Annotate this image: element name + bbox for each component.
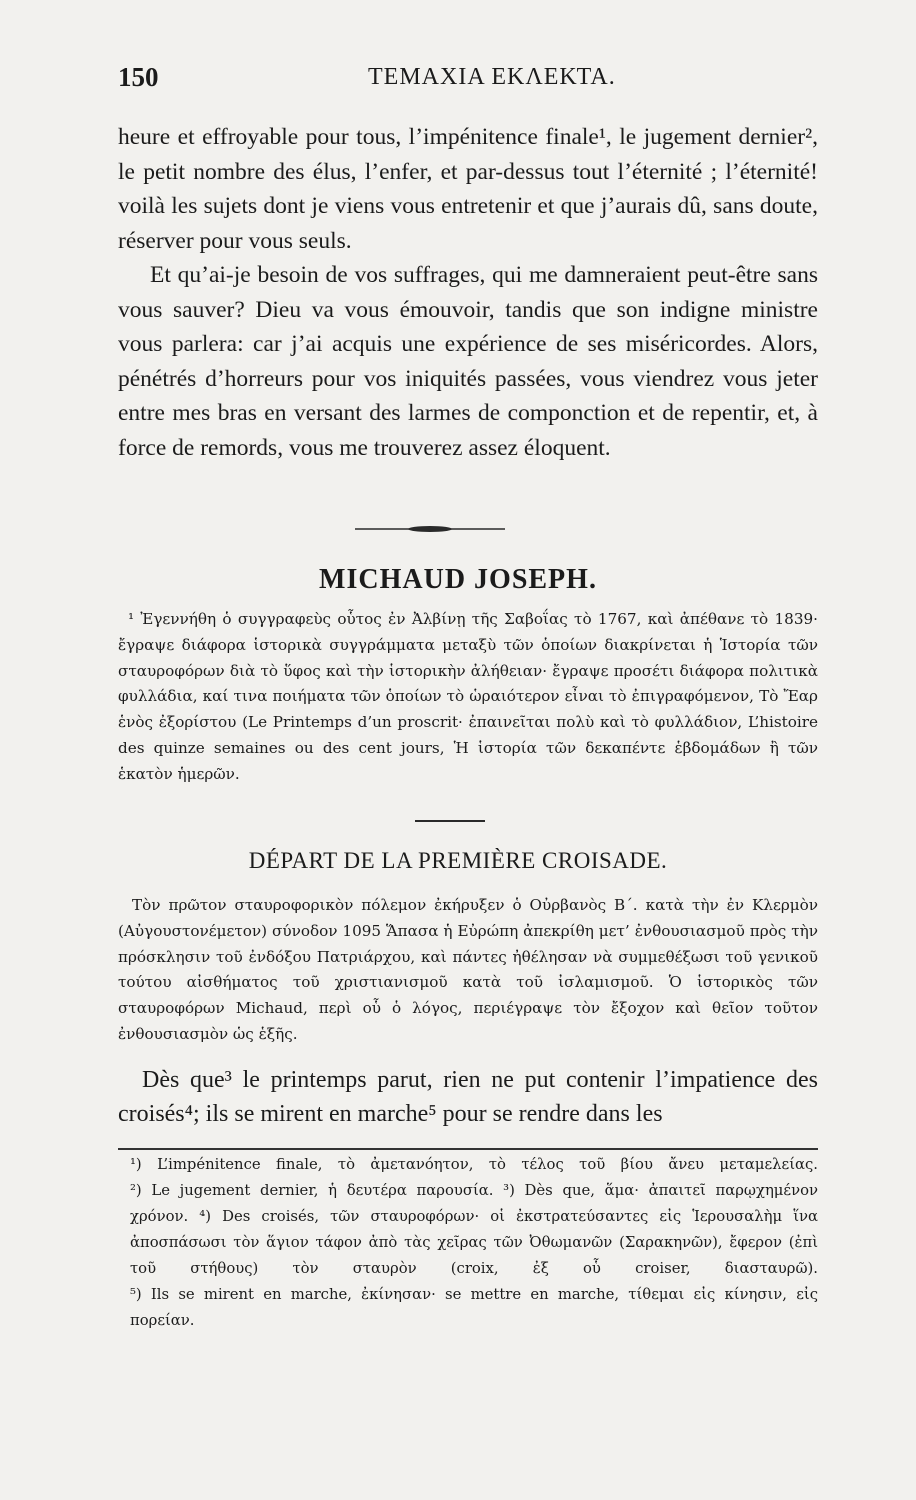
short-divider xyxy=(415,820,485,822)
page-number: 150 xyxy=(118,62,159,92)
body-paragraph-2: Et qu’ai-je besoin de vos suffrages, qui me damneraient peut-être sans vous sauver? Dieu va vous émouvoir, tandis que son indigne ministre vous parlera: car j’ai acquis une expérience de ses miséricordes. Alors, pénétrés d’horreurs pour vos iniquités passées, vous viendrez vous jeter entre mes bras en versant des larmes de componction et de repentir, et, à force de remords, vous me trouverez assez éloquent. xyxy=(118,262,818,461)
author-biography: ¹ Ἐγεννήθη ὁ συγγραφεὺς οὗτος ἐν Ἀλβίνῃ τῆς Σαβοΐας τὸ 1767, καὶ ἀπέθανε τὸ 1839· ἔγραψε διάφορα ἱστορικὰ συγγράμματα μεταξὺ τῶν ὁποίων διακρίνεται ἡ Ἱστορία τῶν σταυροφόρων διὰ τὸ ὕφος καὶ τὴν ἱστορικὴν ἀλήθειαν· ἔγραψε προσέτι διάφορα πολιτικὰ φυλλάδια, καί τινα ποιήματα τῶν ὁποίων τὸ ὡραιότερον εἶναι τὸ ἐπιγραφόμενον, Τὸ Ἔαρ ἑνὸς ἐξορίστου (Le Printemps d’un proscrit· ἐπαινεῖται πολὺ καὶ τὸ φυλλάδιον, L’histoire des quinze semaines ou des cent jours, Ἡ ἱστορία τῶν δεκαπέντε ἑβδομάδων ἢ τῶν ἑκατὸν ἡμερῶν. xyxy=(118,610,818,783)
body-paragraph-1: heure et effroyable pour tous, l’impénitence finale¹, le jugement dernier², le petit nombre des élus, l’enfer, et par-dessus tout l’éternité ; l’éternité! voilà les sujets dont je viens vous entretenir et que j’aurais dû, sans doute, réserver pour vous seuls. xyxy=(118,124,818,254)
footnotes xyxy=(118,1152,818,1334)
body-paragraph-3: Dès que³ le printemps parut, rien ne put contenir l’impatience des croisés⁴; ils se mirent en marche⁵ pour se rendre dans les xyxy=(118,1067,818,1127)
footnote-1: ¹) L’impénitence finale, τὸ ἀμετανόητον, τὸ τέλος τοῦ βίου ἄνευ μεταμελείας. xyxy=(130,1156,818,1173)
page-header xyxy=(118,62,818,102)
section-title-michaud: MICHAUD JOSEPH. xyxy=(319,564,597,595)
ornamental-rule xyxy=(355,525,505,533)
running-head: ΤΕΜΑΧΙΑ ΕΚΛΕΚΤΑ. xyxy=(368,64,616,90)
footnote-5: ⁵) Ils se mirent en marche, ἐκίνησαν· se mettre en marche, τίθεμαι εἰς κίνησιν, εἰς πορείαν. xyxy=(130,1286,818,1329)
section-title-croisade: DÉPART DE LA PREMIÈRE CROISADE. xyxy=(248,848,668,873)
footnote-2-3-4: ²) Le jugement dernier, ἡ δευτέρα παρουσία. ³) Dès que, ἅμα· ἀπαιτεῖ παρῳχημένον χρόνον. ⁴) Des croisés, τῶν σταυροφόρων· οἱ ἐκστρατεύσαντες εἰς Ἱερουσαλὴμ ἵνα ἀποσπάσωσι τὸν ἅγιον τάφον ἀπὸ τὰς χεῖρας τῶν Ὀθωμανῶν (Σαρακηνῶν), ἔφερον (ἐπὶ τοῦ στήθους) τὸν σταυρὸν (croix, ἐξ οὗ croiser, διασταυρῶ). xyxy=(130,1182,818,1277)
footnote-rule xyxy=(118,1148,818,1150)
section-introduction: Τὸν πρῶτον σταυροφορικὸν πόλεμον ἐκήρυξεν ὁ Οὐρβανὸς Β΄. κατὰ τὴν ἐν Κλερμὸν (Αὐγουστονέμετον) σύνοδον 1095 Ἅπασα ἡ Εὐρώπη ἀπεκρίθη μετ’ ἐνθουσιασμοῦ πρὸς τὴν πρόσκλησιν τοῦ ἐνδόξου Πατριάρχου, καὶ πάντες ἠθέλησαν νὰ συμμεθέξωσι τοῦ γενικοῦ τούτου αἰσθήματος τοῦ χριστιανισμοῦ κατὰ τοῦ ἰσλαμισμοῦ. Ὁ ἱστορικὸς τῶν σταυροφόρων Michaud, περὶ οὗ ὁ λόγος, περιέγραψε τὸν ἔξοχον καὶ θεῖον τοῦτον ἐνθουσιασμὸν ὡς ἑξῆς. xyxy=(118,896,818,1043)
